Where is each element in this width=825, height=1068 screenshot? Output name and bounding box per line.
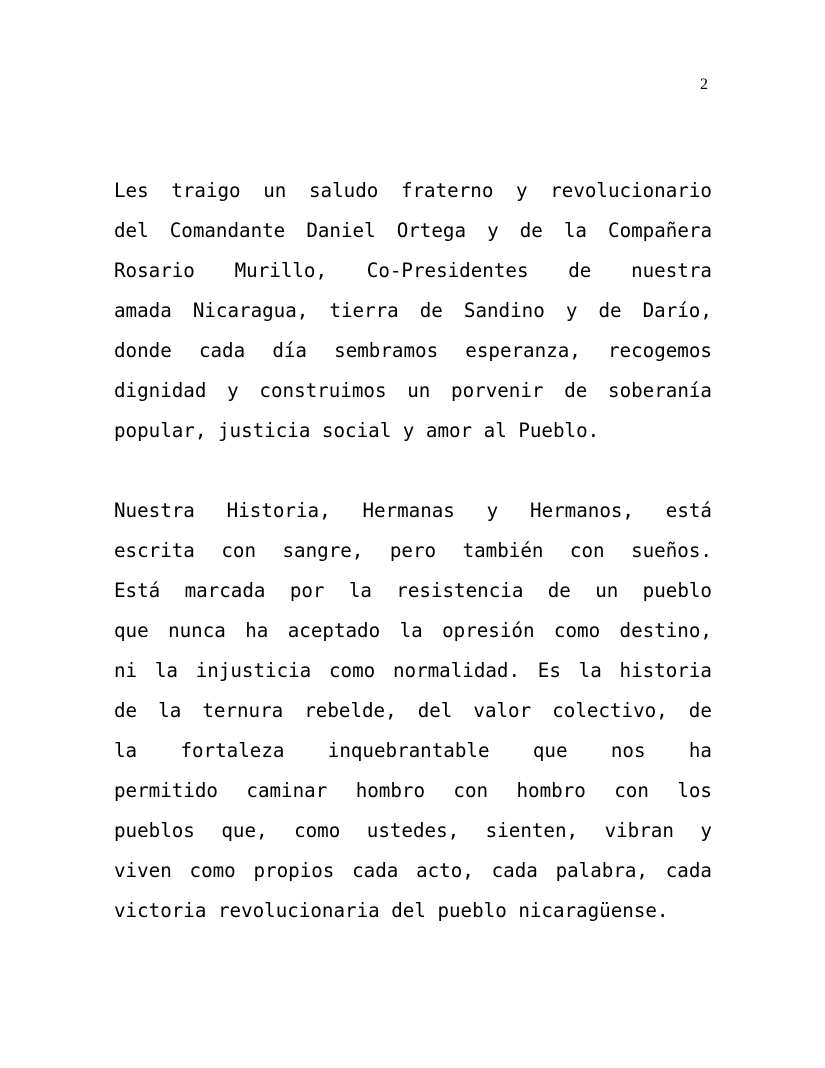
text-line: de la ternura rebelde, del valor colectivo, de bbox=[114, 699, 712, 722]
text-line: ni la injusticia como normalidad. Es la historia bbox=[114, 659, 712, 682]
text-line: escrita con sangre, pero también con sueños. bbox=[114, 539, 712, 562]
text-line: que nunca ha aceptado la opresión como destino, bbox=[114, 619, 712, 642]
text-line: victoria revolucionaria del pueblo nicaragüense. bbox=[114, 899, 669, 922]
text-line: dignidad y construimos un porvenir de soberanía bbox=[114, 379, 712, 402]
text-line: donde cada día sembramos esperanza, recogemos bbox=[114, 339, 712, 362]
text-line: permitido caminar hombro con hombro con los bbox=[114, 779, 712, 802]
text-line: pueblos que, como ustedes, sienten, vibran y bbox=[114, 819, 712, 842]
paragraph-2 bbox=[114, 491, 712, 931]
page-number: 2 bbox=[700, 76, 708, 93]
text-line: del Comandante Daniel Ortega y de la Compañera bbox=[114, 219, 712, 242]
paragraph-1 bbox=[114, 171, 712, 451]
text-line: Les traigo un saludo fraterno y revolucionario bbox=[114, 179, 712, 202]
text-line: popular, justicia social y amor al Pueblo. bbox=[114, 419, 600, 442]
text-line: la fortaleza inquebrantable que nos ha bbox=[114, 739, 712, 762]
text-line: Está marcada por la resistencia de un pueblo bbox=[114, 579, 712, 602]
text-line: Rosario Murillo, Co-Presidentes de nuestra bbox=[114, 259, 712, 282]
text-line: amada Nicaragua, tierra de Sandino y de Darío, bbox=[114, 299, 712, 322]
document-body bbox=[114, 171, 712, 931]
text-line: Nuestra Historia, Hermanas y Hermanos, está bbox=[114, 499, 712, 522]
text-line: viven como propios cada acto, cada palabra, cada bbox=[114, 859, 712, 882]
